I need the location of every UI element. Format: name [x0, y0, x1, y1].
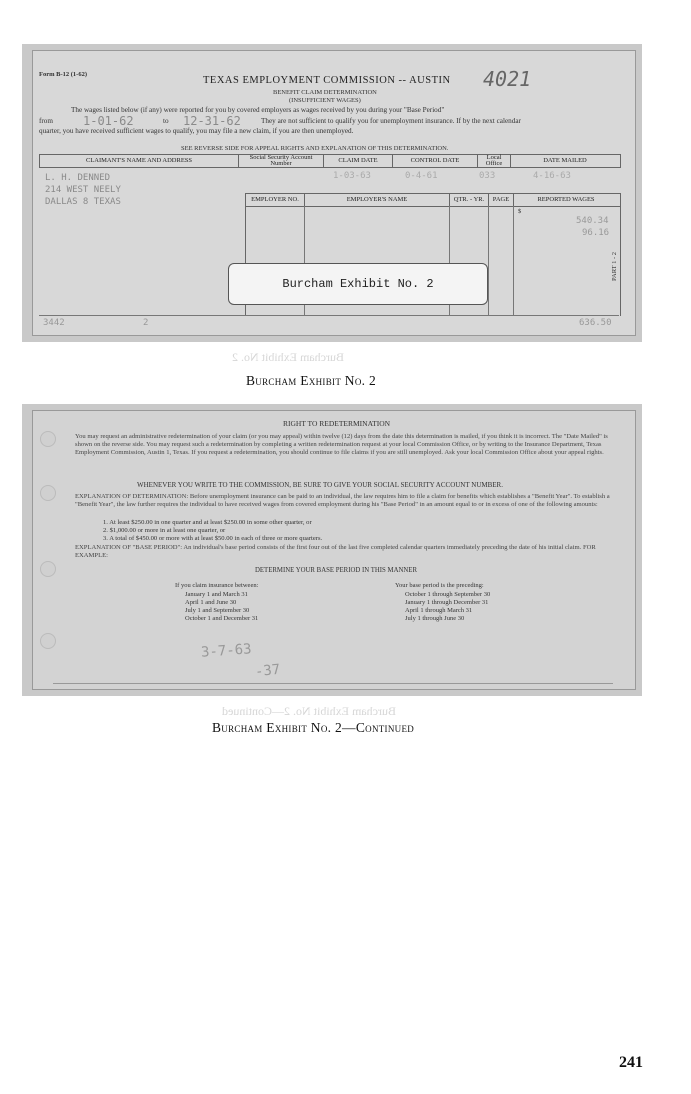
ssn-notice: WHENEVER YOU WRITE TO THE COMMISSION, BE SURE TO GIVE YOUR SOCIAL SECURITY ACCOUNT NUMBER.	[137, 481, 503, 489]
explanation-paragraph: EXPLANATION OF DETERMINATION: Before unemployment insurance can be paid to an individual, the law requires him to file a claim for benefits which establishes a "Benefit Year". To establish a "Benefit Year", the law further requires the individual to have received wages from covered employment during his "Base Period" in an amount equal to or in excess of one of the following amounts:	[75, 493, 610, 509]
right-row-2: January 1 through December 31	[405, 599, 489, 606]
header-employer-name: EMPLOYER'S NAME	[305, 194, 450, 206]
header-control-date: CONTROL DATE	[393, 155, 478, 167]
subtitle-insufficient: (INSUFFICIENT WAGES)	[289, 97, 361, 104]
caption-exhibit-2-continued: Burcham Exhibit No. 2—Continued	[212, 720, 415, 735]
currency-sign: $	[518, 208, 522, 215]
claimant-name: L. H. DENNED	[45, 173, 111, 183]
part-label: PART 1 - 2	[611, 251, 618, 281]
header-date-mailed: DATE MAILED	[543, 157, 587, 164]
form-number: Form B-12 (1-62)	[39, 71, 88, 78]
employer-header-row	[246, 194, 620, 207]
left-row-1: January 1 and March 31	[185, 591, 248, 598]
claimant-city: DALLAS 8 TEXAS	[45, 197, 121, 207]
header-reported-wages: REPORTED WAGES	[537, 196, 595, 203]
date-stamp-2: -37	[254, 661, 282, 681]
page-number: 241	[619, 1054, 643, 1071]
redetermination-paragraph: You may request an administrative redetermination of your claim (or you may appeal) within twelve (12) days from the date this determination is mailed, if you think it is incorrect. The "Date Mailed" is shown on the reverse side. You may request such a redetermination by completing a written redetermination request at your local Commission Office, or by writing to the Insurance Department, Texas Employment Commission, Austin 1, Texas. If you request a redetermination, you should continue to file claims if you are still unemployed. Ask your local Commission Office about your appeal rights.	[75, 433, 608, 457]
bottom-left-number: 3442	[43, 318, 65, 328]
header-claimant: CLAIMANT'S NAME AND ADDRESS	[40, 155, 239, 167]
requirement-3: 3. A total of $450.00 or more with at least $50.00 in each of three or more quarters.	[103, 535, 323, 542]
control-date-value: 0-4-61	[405, 171, 438, 181]
claim-header-row	[39, 154, 621, 168]
right-row-4: July 1 through June 30	[405, 615, 465, 622]
base-period-paragraph: EXPLANATION OF "BASE PERIOD": An individual's base period consists of the first four out of the last five completed calendar quarters immediately preceding the date of his initial claim. FOR EXAMPLE:	[75, 544, 596, 560]
sufficiency-text: They are not sufficient to qualify you for unemployment insurance. If by the next calendar	[261, 117, 521, 125]
to-label: to	[163, 117, 169, 125]
left-row-2: April 1 and June 30	[185, 599, 237, 606]
header-claim-date: CLAIM DATE	[324, 155, 393, 167]
right-row-3: April 1 through March 31	[405, 607, 473, 614]
total-wages: 636.50	[579, 318, 612, 328]
bleed-through-caption-2: Burcham Exhibit No. 2—Continued	[222, 704, 396, 718]
exhibit-tag: Burcham Exhibit No. 2	[228, 263, 488, 305]
intro-line: The wages listed below (if any) were reported for you by covered employers as wages received by you during your "Base Period"	[71, 106, 445, 114]
handwritten-number: 4021	[483, 67, 532, 91]
claim-date-value: 1-03-63	[333, 171, 371, 181]
left-column-heading: If you claim insurance between:	[175, 582, 259, 589]
from-label: from	[39, 117, 53, 125]
from-date: 1-01-62	[83, 114, 134, 128]
wage-value-1: 540.34	[576, 216, 609, 226]
date-stamp: 3-7-63	[200, 641, 253, 661]
right-row-1: October 1 through September 30	[405, 591, 491, 598]
subtitle-determination: BENEFIT CLAIM DETERMINATION	[273, 89, 377, 96]
header-employer-no: EMPLOYER NO.	[246, 194, 305, 206]
header-page: PAGE	[489, 194, 514, 206]
form-photo-reverse	[22, 404, 642, 696]
redetermination-heading: RIGHT TO REDETERMINATION	[283, 419, 391, 428]
reverse-card	[32, 410, 636, 690]
header-ssn: Social Security Account Number	[239, 155, 324, 167]
header-qtr-yr: QTR. - YR.	[450, 194, 489, 206]
date-mailed-value: 4-16-63	[533, 171, 571, 181]
left-row-4: October 1 and December 31	[185, 615, 259, 622]
header-local-office: Local Office	[478, 155, 511, 167]
bottom-left-number-2: 2	[143, 318, 149, 328]
agency-title: TEXAS EMPLOYMENT COMMISSION -- AUSTIN	[203, 75, 451, 86]
requirement-2: 2. $1,000.00 or more in at least one quarter, or	[103, 527, 226, 534]
quarter-text: quarter, you have received sufficient wages to qualify, you may file a new claim, if you are then unemployed.	[39, 127, 354, 135]
caption-exhibit-2: Burcham Exhibit No. 2	[246, 373, 377, 388]
wage-value-2: 96.16	[582, 228, 610, 238]
requirement-1: 1. At least $250.00 in one quarter and at least $250.00 in some other quarter, or	[103, 519, 312, 526]
right-column-heading: Your base period is the preceding:	[395, 582, 484, 589]
left-row-3: July 1 and September 30	[185, 607, 250, 614]
reverse-note: SEE REVERSE SIDE FOR APPEAL RIGHTS AND EXPLANATION OF THIS DETERMINATION.	[181, 145, 449, 152]
local-office-value: 033	[479, 171, 496, 181]
bleed-through-caption: Burcham Exhibit No. 2	[232, 350, 344, 364]
determine-heading: DETERMINE YOUR BASE PERIOD IN THIS MANNER	[255, 567, 417, 574]
form-photo-front	[22, 44, 642, 342]
claimant-street: 214 WEST NEELY	[45, 185, 121, 195]
to-date: 12-31-62	[183, 114, 241, 128]
